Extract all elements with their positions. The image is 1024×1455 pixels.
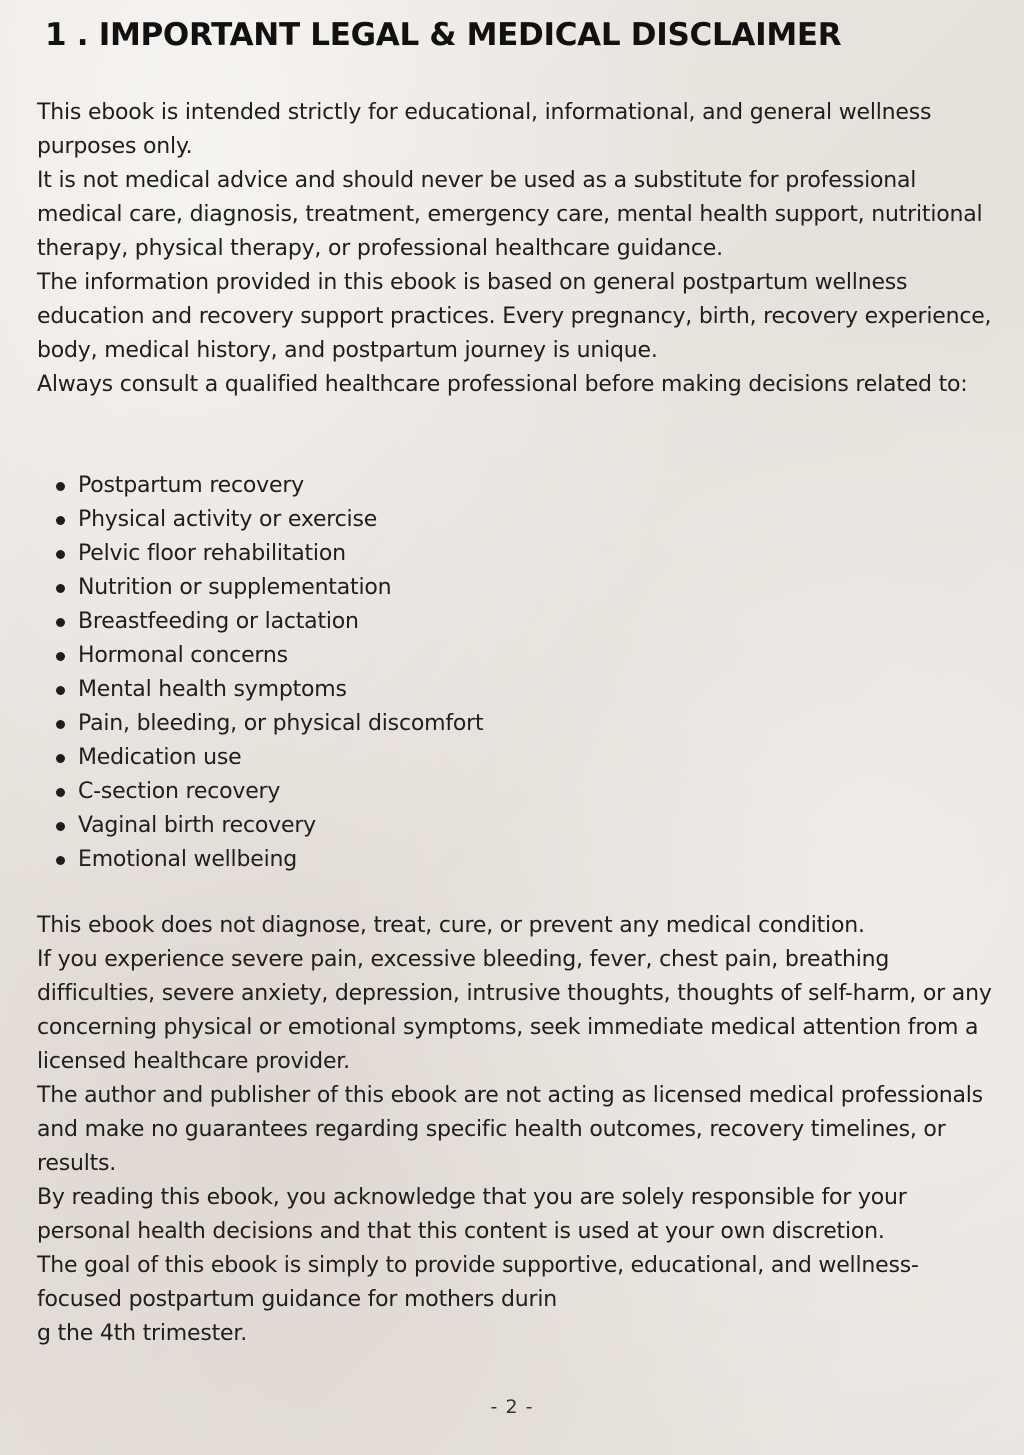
list-item bbox=[37, 469, 483, 503]
intro-paragraph: Always consult a qualified healthcare professional before making decisions related to: bbox=[37, 372, 968, 397]
closing-paragraph: This ebook does not diagnose, treat, cure, or prevent any medical condition. bbox=[37, 913, 865, 938]
list-item-label: Mental health symptoms bbox=[78, 677, 347, 702]
bullet-icon bbox=[56, 652, 65, 661]
bullet-icon bbox=[56, 618, 65, 627]
list-item bbox=[37, 673, 483, 707]
closing-paragraph: g the 4th trimester. bbox=[37, 1321, 248, 1346]
intro-paragraph: This ebook is intended strictly for educational, informational, and general wellness purposes only. bbox=[37, 100, 932, 159]
list-item-label: Physical activity or exercise bbox=[78, 507, 378, 532]
list-item bbox=[37, 843, 483, 877]
bullet-icon bbox=[56, 516, 65, 525]
bullet-icon bbox=[56, 720, 65, 729]
bullet-icon bbox=[56, 856, 65, 865]
list-item-label: Hormonal concerns bbox=[78, 643, 288, 668]
list-item bbox=[37, 707, 483, 741]
consult-topics-list bbox=[37, 469, 483, 877]
bullet-icon bbox=[56, 584, 65, 593]
list-item bbox=[37, 503, 483, 537]
list-item-label: Postpartum recovery bbox=[78, 473, 304, 498]
list-item bbox=[37, 605, 483, 639]
closing-paragraph: The goal of this ebook is simply to provide supportive, educational, and wellness-focused postpartum guidance for mothers durin bbox=[37, 1253, 919, 1312]
list-item bbox=[37, 775, 483, 809]
list-item-label: Breastfeeding or lactation bbox=[78, 609, 359, 634]
list-item bbox=[37, 537, 483, 571]
list-item bbox=[37, 809, 483, 843]
bullet-icon bbox=[56, 788, 65, 797]
bullet-icon bbox=[56, 686, 65, 695]
closing-section bbox=[37, 909, 997, 1351]
page-number: - 2 - bbox=[490, 1396, 534, 1418]
bullet-icon bbox=[56, 822, 65, 831]
list-item bbox=[37, 741, 483, 775]
intro-paragraph: The information provided in this ebook is based on general postpartum wellness education and recovery support practices. Every pregnancy, birth, recovery experience, body, medical history, and postpartum journey is unique. bbox=[37, 270, 992, 363]
bullet-icon bbox=[56, 550, 65, 559]
bullet-icon bbox=[56, 754, 65, 763]
page-title: 1 . IMPORTANT LEGAL & MEDICAL DISCLAIMER bbox=[45, 17, 842, 53]
closing-paragraph: If you experience severe pain, excessive bleeding, fever, chest pain, breathing difficulties, severe anxiety, depression, intrusive thoughts, thoughts of self-harm, or any concerning physical or emotional symptoms, seek immediate medical attention from a licensed healthcare provider. bbox=[37, 947, 992, 1074]
list-item-label: Pelvic floor rehabilitation bbox=[78, 541, 346, 566]
list-item-label: Pain, bleeding, or physical discomfort bbox=[78, 711, 484, 736]
list-item bbox=[37, 639, 483, 673]
closing-paragraph: The author and publisher of this ebook are not acting as licensed medical professionals and make no guarantees regarding specific health outcomes, recovery timelines, or results. bbox=[37, 1083, 983, 1176]
list-item-label: Medication use bbox=[78, 745, 242, 770]
list-item-label: Nutrition or supplementation bbox=[78, 575, 392, 600]
closing-paragraph: By reading this ebook, you acknowledge that you are solely responsible for your personal health decisions and that this content is used at your own discretion. bbox=[37, 1185, 907, 1244]
bullet-icon bbox=[56, 482, 65, 491]
list-item-label: Vaginal birth recovery bbox=[78, 813, 316, 838]
list-item-label: Emotional wellbeing bbox=[78, 847, 297, 872]
intro-section bbox=[37, 96, 997, 402]
list-item bbox=[37, 571, 483, 605]
intro-paragraph: It is not medical advice and should never be used as a substitute for professional medical care, diagnosis, treatment, emergency care, mental health support, nutritional therapy, physical therapy, or professional healthcare guidance. bbox=[37, 168, 983, 261]
list-item-label: C-section recovery bbox=[78, 779, 281, 804]
